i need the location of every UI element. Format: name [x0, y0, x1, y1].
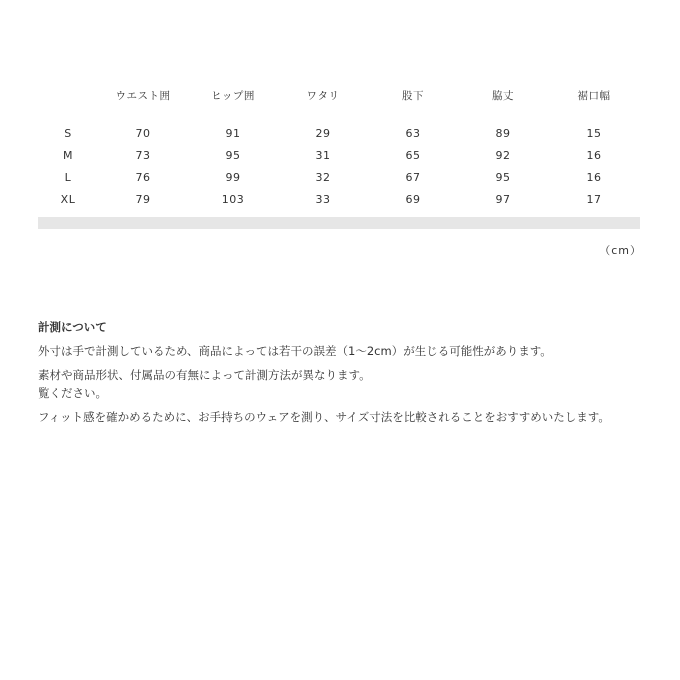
- table-cell: 103: [221, 192, 245, 206]
- measurement-notes: [38, 318, 642, 432]
- table-row: [38, 188, 640, 210]
- notes-line-error-margin: 外寸は手で計測しているため、商品によっては若干の誤差（1～2cm）が生じる可能性があります。: [38, 344, 552, 358]
- header-hip: ヒップ囲: [211, 89, 255, 102]
- table-cell: 97: [495, 192, 511, 206]
- table-cell: 91: [225, 126, 241, 140]
- table-cell: 33: [315, 192, 331, 206]
- table-cell: 89: [495, 126, 511, 140]
- header-size: [38, 84, 98, 106]
- header-hem-width: 裾口幅: [577, 89, 611, 102]
- table-cell: 65: [405, 148, 421, 162]
- size-label: XL: [60, 192, 76, 206]
- table-cell: 32: [315, 170, 331, 184]
- table-cell: 70: [135, 126, 151, 140]
- notes-line-method: 素材や商品形状、付属品の有無によって計測方法が異なります。: [38, 368, 371, 382]
- notes-line-fit-advice: フィット感を確かめるために、お手持ちのウェアを測り、サイズ寸法を比較されることをおすすめいたします。: [38, 410, 610, 424]
- header-thigh: ワタリ: [306, 89, 340, 102]
- table-cell: 73: [135, 148, 151, 162]
- table-cell: 29: [315, 126, 331, 140]
- table-header-row: [38, 84, 640, 106]
- table-cell: 31: [315, 148, 331, 162]
- size-label: L: [64, 170, 72, 184]
- table-cell: 63: [405, 126, 421, 140]
- table-cell: 17: [586, 192, 602, 206]
- table-cell: 69: [405, 192, 421, 206]
- unit-label: （cm）: [599, 244, 642, 257]
- header-inseam: 股下: [402, 89, 424, 102]
- notes-heading: 計測について: [38, 320, 107, 334]
- table-cell: 67: [405, 170, 421, 184]
- table-cell: 15: [586, 126, 602, 140]
- table-cell: 95: [495, 170, 511, 184]
- table-row: [38, 144, 640, 166]
- table-cell: 92: [495, 148, 511, 162]
- size-label: M: [63, 148, 73, 162]
- table-cell: 99: [225, 170, 241, 184]
- table-cell: 76: [135, 170, 151, 184]
- table-cell: 16: [586, 148, 602, 162]
- size-table: [38, 84, 640, 210]
- table-divider-bar: [38, 217, 640, 229]
- table-cell: 16: [586, 170, 602, 184]
- table-cell: 95: [225, 148, 241, 162]
- notes-line-see: 覧ください。: [38, 386, 107, 400]
- size-label: S: [64, 126, 72, 140]
- header-waist: ウエスト囲: [115, 89, 171, 102]
- table-row: [38, 166, 640, 188]
- table-cell: 79: [135, 192, 151, 206]
- table-row: [38, 106, 640, 144]
- header-side-length: 脇丈: [492, 89, 514, 102]
